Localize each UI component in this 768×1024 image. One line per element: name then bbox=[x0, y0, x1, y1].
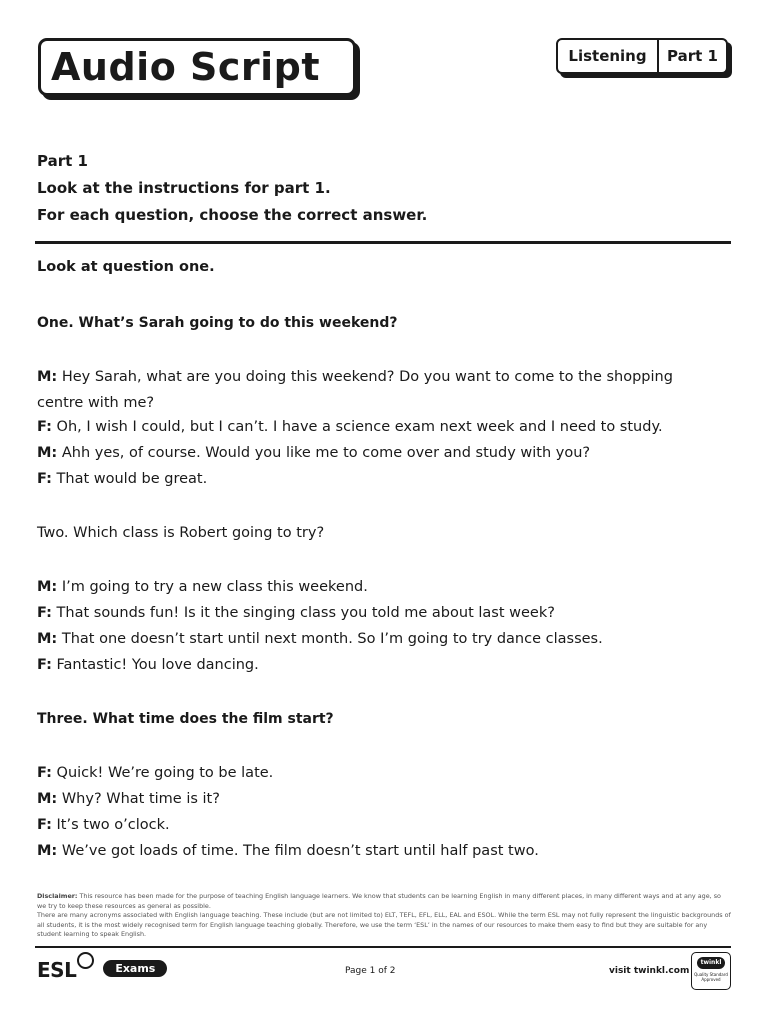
dialogue-line bbox=[37, 600, 727, 626]
speaker: F: bbox=[37, 419, 52, 435]
intro-instructions: Look at the instructions for part 1. bbox=[37, 179, 331, 197]
speaker: M: bbox=[37, 369, 58, 385]
dialogue-line bbox=[37, 364, 727, 390]
speaker: M: bbox=[37, 631, 58, 647]
dialogue-line bbox=[37, 466, 727, 492]
divider bbox=[35, 241, 731, 244]
dialogue-text: That would be great. bbox=[51, 471, 208, 487]
footer-divider bbox=[35, 946, 731, 948]
dialogue-text: Fantastic! You love dancing. bbox=[51, 657, 259, 673]
disclaimer-acronyms: There are many acronyms associated with English language teaching. These include (but are not limited to) ELT, TEFL, EFL, ELL, EAL and ESOL. While the term ESL may not fully represent the linguistic backgrounds of all students, it is the most widely recognised term for English language teaching globally. Therefore, we use the term ‘ESL’ in the names of our resources to make them easy to find but they are suitable for any student learning to speak English. bbox=[37, 911, 731, 938]
footer bbox=[35, 952, 731, 1012]
dialogue-text: centre with me? bbox=[37, 395, 155, 411]
exams-badge: Exams bbox=[103, 960, 167, 977]
dialogue-text: Quick! We’re going to be late. bbox=[51, 765, 274, 781]
visit-link[interactable]: visit twinkl.com bbox=[609, 966, 690, 976]
audio-script bbox=[37, 254, 727, 864]
speaker: F: bbox=[37, 817, 52, 833]
question-three: Three. What time does the film start? bbox=[37, 711, 334, 727]
section-tag bbox=[556, 38, 728, 74]
dialogue-text: Oh, I wish I could, but I can’t. I have a science exam next week and I need to study. bbox=[51, 419, 663, 435]
speaker: M: bbox=[37, 445, 58, 461]
speaker: F: bbox=[37, 471, 52, 487]
dialogue-text: Why? What time is it? bbox=[57, 791, 220, 807]
page-title: Audio Script bbox=[51, 45, 321, 89]
intro-choose: For each question, choose the correct answer. bbox=[37, 206, 428, 224]
speaker: F: bbox=[37, 657, 52, 673]
speaker: M: bbox=[37, 843, 58, 859]
twinkl-logo: twinkl bbox=[697, 957, 725, 969]
dialogue-text: Ahh yes, of course. Would you like me to come over and study with you? bbox=[57, 445, 591, 461]
look-at-question: Look at question one. bbox=[37, 259, 215, 275]
speaker: M: bbox=[37, 791, 58, 807]
disclaimer-label: Disclaimer: bbox=[37, 892, 78, 900]
esl-badge-icon bbox=[77, 952, 94, 969]
speaker: F: bbox=[37, 605, 52, 621]
page-number: Page 1 of 2 bbox=[345, 966, 396, 976]
page-title-box bbox=[38, 38, 356, 96]
dialogue-line bbox=[37, 786, 727, 812]
dialogue-line bbox=[37, 812, 727, 838]
dialogue-text: Hey Sarah, what are you doing this weekend? Do you want to come to the shopping bbox=[57, 369, 673, 385]
dialogue-line bbox=[37, 414, 727, 440]
dialogue-line bbox=[37, 440, 727, 466]
dialogue-text: That one doesn’t start until next month. So I’m going to try dance classes. bbox=[57, 631, 603, 647]
dialogue-text: That sounds fun! Is it the singing class you told me about last week? bbox=[51, 605, 555, 621]
dialogue-line bbox=[37, 838, 727, 864]
dialogue-line bbox=[37, 392, 727, 414]
tag-part: Part 1 bbox=[667, 47, 718, 65]
dialogue-text: It’s two o’clock. bbox=[51, 817, 170, 833]
tag-listening: Listening bbox=[558, 40, 659, 72]
question-two: Two. Which class is Robert going to try? bbox=[37, 525, 325, 541]
dialogue-line bbox=[37, 760, 727, 786]
esl-exams-logo bbox=[37, 958, 167, 982]
dialogue-line bbox=[37, 574, 727, 600]
disclaimer-text: This resource has been made for the purpose of teaching English language learners. We know that students can be learning English in many different places, in many different ways and at any age, so we try to keep these resources as general as possible. bbox=[37, 892, 721, 910]
dialogue-text: We’ve got loads of time. The film doesn’t start until half past two. bbox=[57, 843, 539, 859]
speaker: M: bbox=[37, 579, 58, 595]
dialogue-text: I’m going to try a new class this weekend. bbox=[57, 579, 368, 595]
question-one: One. What’s Sarah going to do this weekend? bbox=[37, 315, 398, 331]
disclaimer bbox=[37, 892, 731, 940]
intro-block bbox=[37, 148, 427, 229]
intro-part: Part 1 bbox=[37, 152, 88, 170]
dialogue-line bbox=[37, 652, 727, 678]
speaker: F: bbox=[37, 765, 52, 781]
esl-logo-text: ESL bbox=[37, 958, 77, 982]
dialogue-line bbox=[37, 626, 727, 652]
twinkl-quality-badge bbox=[691, 952, 731, 990]
quality-standard-text: Quality Standard Approved bbox=[694, 972, 728, 982]
